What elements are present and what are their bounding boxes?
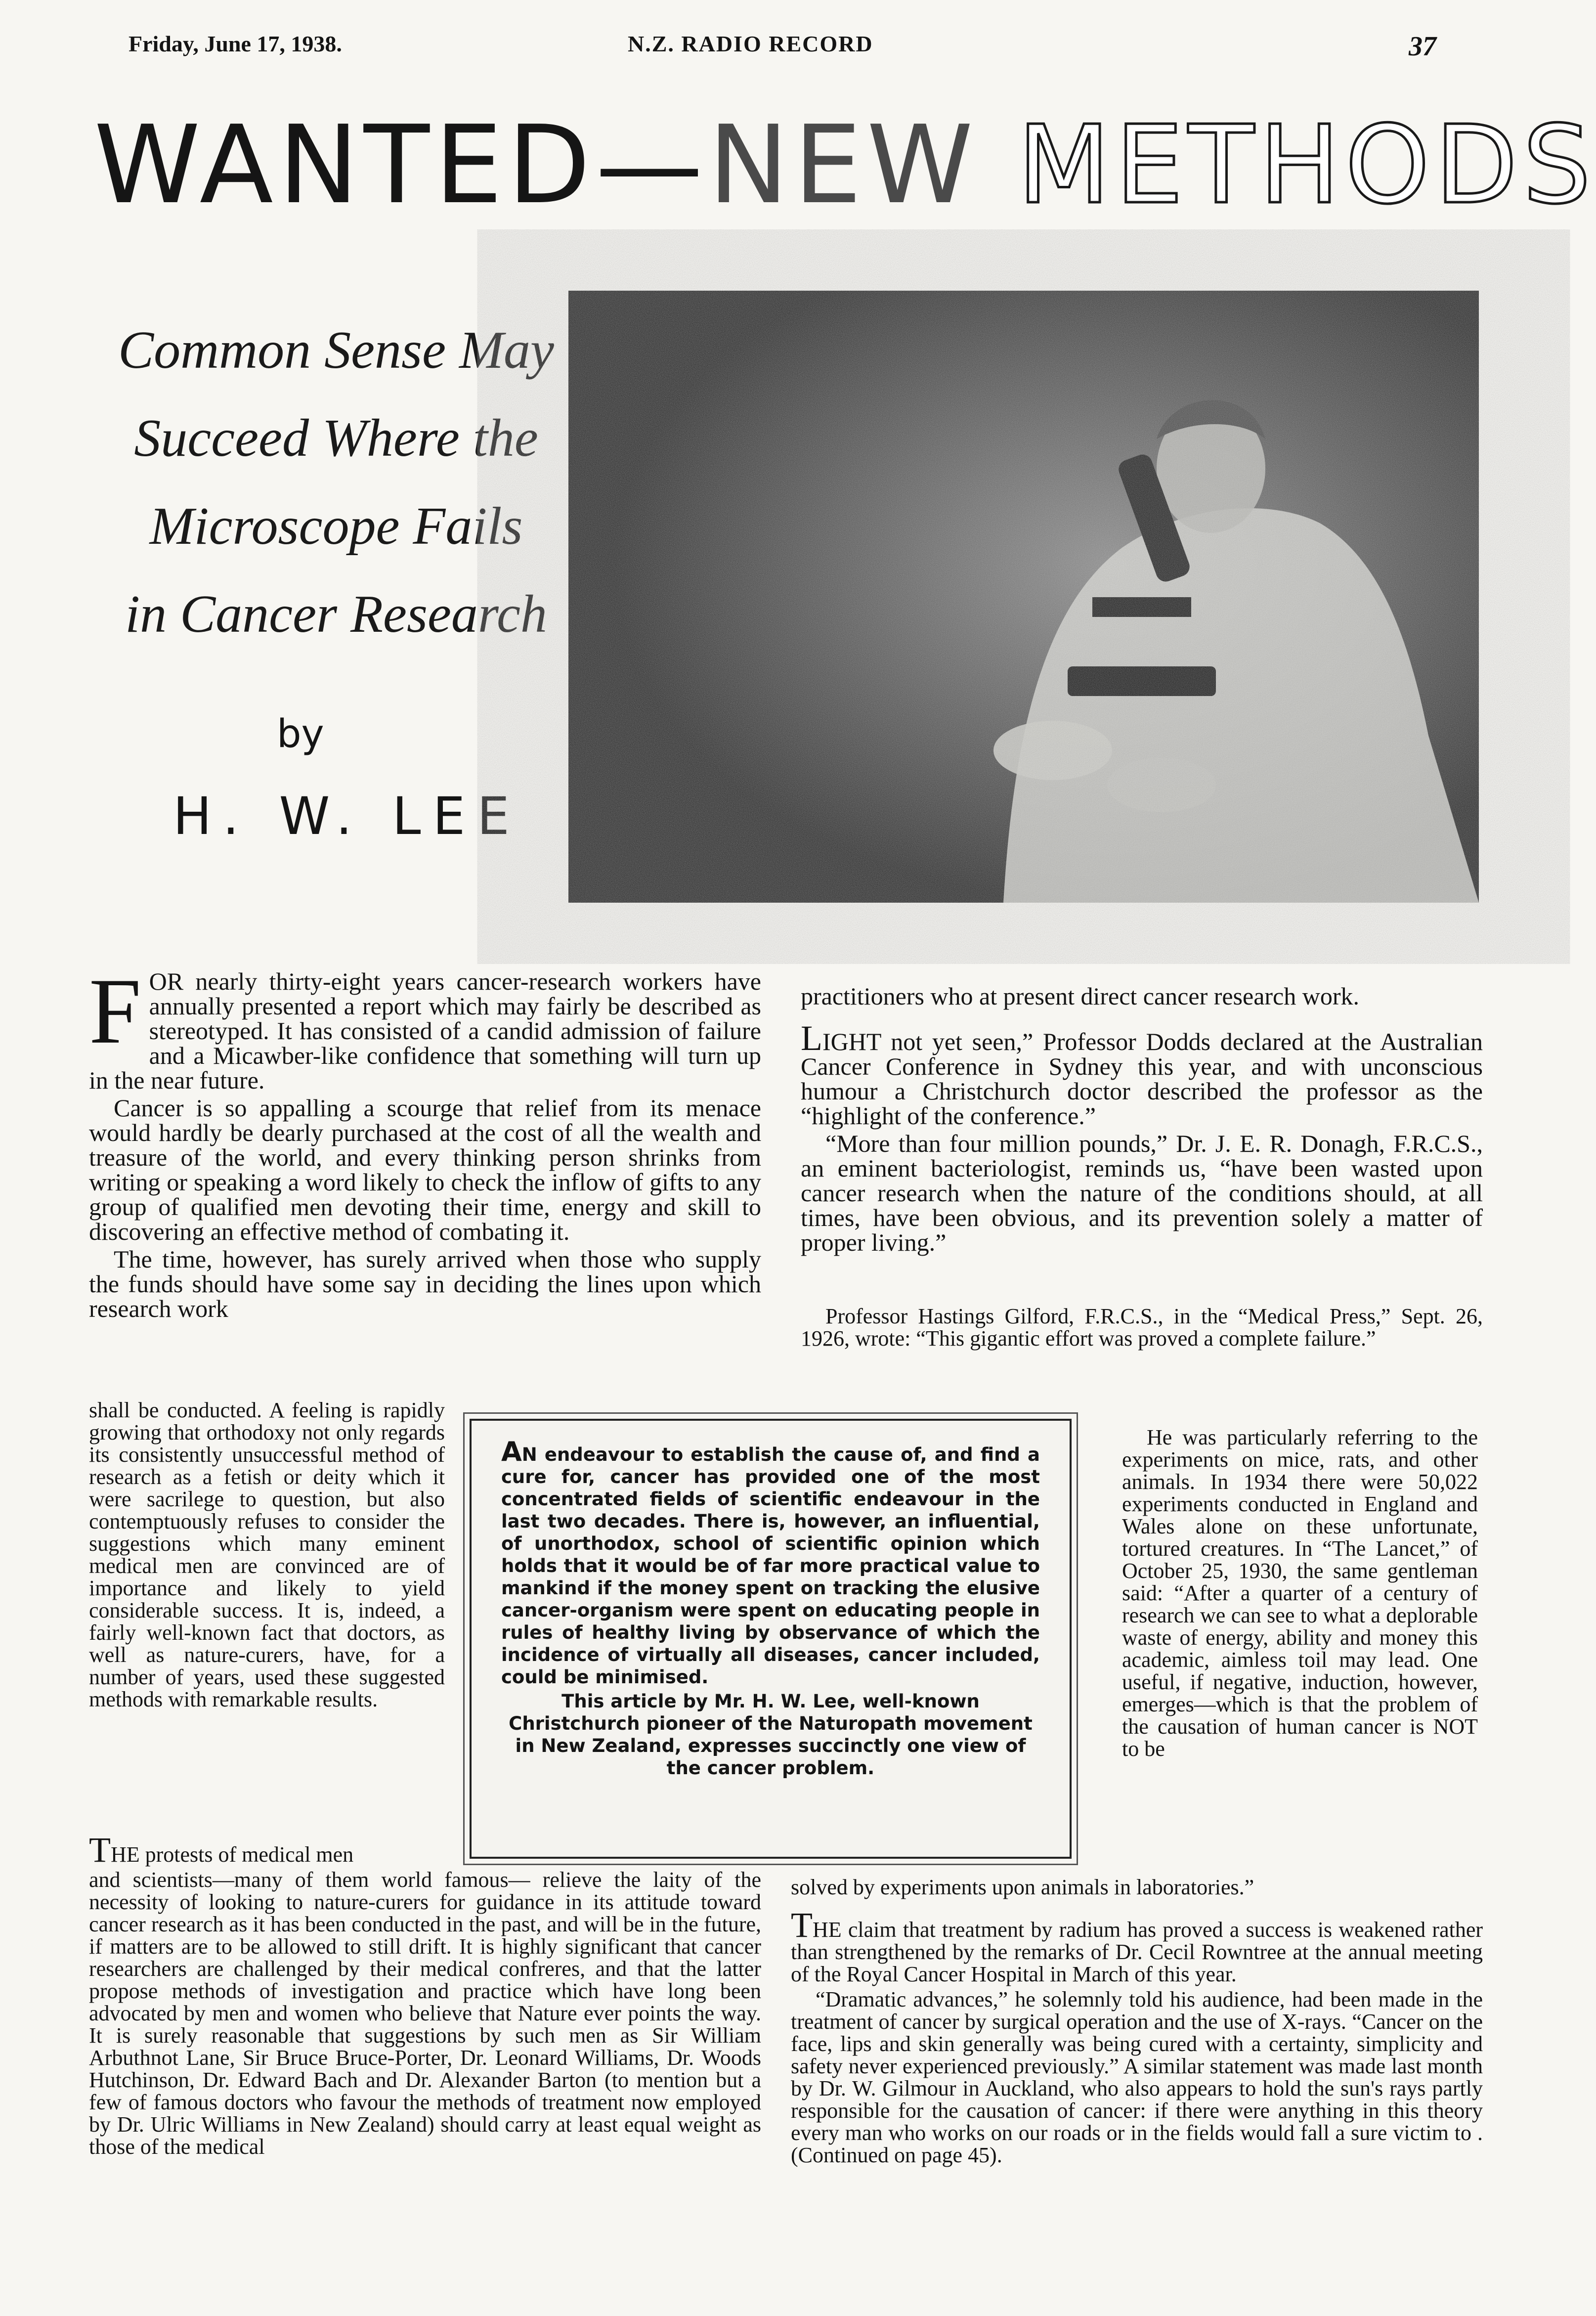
boxout-initial: A bbox=[501, 1436, 522, 1467]
paragraph-text: IGHT not yet seen,” Professor Dodds declared at the Australian Cancer Conference in Sydney this year, and with unconscious humour a Christchurch doctor described the professor as the “highlight of the conference.” bbox=[801, 1028, 1483, 1130]
article-column-2-quote bbox=[801, 1305, 1483, 1353]
subtitle bbox=[109, 306, 563, 658]
initial-cap: L bbox=[801, 1018, 822, 1058]
subtitle-line: Succeed Where the bbox=[134, 409, 538, 468]
article-column-2-narrow bbox=[1122, 1426, 1478, 1763]
editorial-boxout bbox=[470, 1419, 1072, 1859]
paragraph: and scientists—many of them world famous— relieve the laity of the necessity of looking to nature-curers for guidance in its attitude toward cancer research as it has been conducted in the past, and will be in the future, if matters are to be allowed to still drift. It is highly significant that cancer researchers are challenged by their medical confreres, and that the latter propose methods of investigation and practice which have long been advocated by men and women who believe that Nature ever points the way. It is surely reasonable that suggestions by such men as Sir William Arbuthnot Lane, Sir Bruce Bruce-Porter, Dr. Leonard Williams, Dr. Woods Hutchinson, Dr. Edward Bach and Dr. Alexander Barton (to mention but a few of famous doctors who favour the methods of treatment now employed by Dr. Ulric Williams in New Zealand) should carry at least equal weight as those of the medical bbox=[89, 1868, 761, 2159]
headline-part2: NEW bbox=[708, 103, 978, 228]
paragraph: The time, however, has surely arrived when those who supply the funds should have some say in deciding the lines upon which research work bbox=[89, 1245, 761, 1322]
initial-cap: T bbox=[89, 1830, 111, 1870]
paragraph bbox=[801, 1018, 1483, 1130]
paragraph: He was particularly referring to the experiments on mice, rats, and other animals. In 1934 there were 50,022 experiments conducted in England and Wales alone on these unfortunate, tortured creatures. In “The Lancet,” of October 25, 1930, the same gentleman said: “After a quarter of a century of research we can see to what a deplorable waste of energy, ability and money this academic, aimless toil may lead. One useful, if negative, induction, however, emerges—which is that the problem of the causation of human cancer is NOT to be bbox=[1122, 1425, 1478, 1761]
subtitle-line: Common Sense May bbox=[118, 321, 554, 380]
paragraph: “More than four million pounds,” Dr. J. E. R. Donagh, F.R.C.S., an eminent bacteriologist, reminds us, “have been wasted upon cancer research when the nature of the conditions should, at all times, have been obvious, and its prevention solely a matter of proper living.” bbox=[801, 1130, 1483, 1256]
headline-part3: METHODS bbox=[1017, 103, 1596, 228]
article-column-2-bottom bbox=[791, 1876, 1483, 2169]
paragraph bbox=[791, 1905, 1483, 1986]
headline-part1: WANTED bbox=[94, 103, 596, 228]
issue-date: Friday, June 17, 1938. bbox=[129, 31, 342, 56]
article-column-1-bottom bbox=[89, 1830, 761, 2161]
drop-cap: F bbox=[89, 960, 141, 1063]
paragraph-text: HE claim that treatment by radium has proved a success is weakened rather than strengthened by the remarks of Dr. Cecil Rowntree at the annual meeting of the Royal Cancer Hospital in March of this year. bbox=[791, 1918, 1483, 1986]
article-column-1-top bbox=[89, 960, 761, 1324]
paragraph: solved by experiments upon animals in laboratories.” bbox=[791, 1875, 1254, 1899]
boxout-body: N endeavour to establish the cause of, and find a cure for, cancer has provided one of the most concentrated fields of scientific endeavour in the last two decades. There is, however, an influential, of unorthodox, school of scientific opinion which holds that it would be of far more practical value to mankind if the money spent on tracking the elusive cancer-organism were spent on educating people in rules of healthy living by observance of which the incidence of virtually all diseases, cancer included, could be minimised. bbox=[501, 1444, 1040, 1688]
subtitle-line: Microscope Fails bbox=[149, 497, 523, 556]
headline-dash: — bbox=[595, 103, 708, 228]
paragraph: “Dramatic advances,” he solemnly told his audience, had been made in the treatment of cancer by surgical operation and the use of X-rays. “Cancer on the face, lips and skin generally was being cured with a certainty, simplicity and safety never experienced previously.” A similar statement was made last month by Dr. W. Gilmour in Auckland, who also appears to hold the sun's rays partly responsible for the causation of cancer: if there were anything in this theory every man who works on our roads or in the fields would fall a sure victim to . (Continued on page 45). bbox=[791, 1987, 1483, 2167]
paragraph-lead: HE protests of medical men bbox=[110, 1842, 354, 1867]
boxout-credit: This article by Mr. H. W. Lee, well-known Christchurch pioneer of the Naturopath movement in New Zealand, expresses succinctly one view of the cancer problem. bbox=[509, 1691, 1033, 1779]
publication-name: N.Z. RADIO RECORD bbox=[628, 31, 873, 56]
paragraph: Professor Hastings Gilford, F.R.C.S., in the “Medical Press,” Sept. 26, 1926, wrote: “This gigantic effort was proved a complete failure.” bbox=[801, 1304, 1483, 1351]
microscope-photo bbox=[568, 291, 1479, 903]
headline bbox=[94, 103, 1596, 228]
boxout-text bbox=[501, 1436, 1040, 1688]
page-number: 37 bbox=[1409, 31, 1436, 62]
byline-by: by bbox=[277, 712, 324, 756]
article-column-1-narrow bbox=[89, 1399, 445, 1713]
subtitle-line: in Cancer Research bbox=[125, 585, 547, 644]
article-column-2-top bbox=[801, 984, 1483, 1258]
byline-author: H. W. LEE bbox=[173, 786, 521, 846]
paragraph: practitioners who at present direct cancer research work. bbox=[801, 982, 1360, 1010]
paragraph: shall be conducted. A feeling is rapidly growing that orthodoxy not only regards its consistently unsuccessful method of research as a fetish or deity which it were sacrilege to question, but also contemptuously refuses to consider the suggestions which many eminent medical men are convinced are of importance and likely to yield considerable success. It is, indeed, a fairly well-known fact that doctors, as well as nature-curers, have, for a number of years, used these suggested methods with remarkable results. bbox=[89, 1398, 445, 1711]
paragraph: OR nearly thirty-eight years cancer-research workers have annually presented a report which may fairly be described as stereotyped. It has consisted of a candid admission of failure and a Micawber-like confidence that something will turn up in the near future. bbox=[89, 967, 761, 1094]
initial-cap: T bbox=[791, 1905, 813, 1945]
photo-illustration bbox=[568, 291, 1479, 903]
paragraph: Cancer is so appalling a scourge that relief from its menace would hardly be dearly purchased at the cost of all the wealth and treasure of the world, and every thinking person shrinks from writing or speaking a word likely to check the inflow of gifts to any group of qualified men devoting their time, energy and skill to discovering an effective method of combating it. bbox=[89, 1094, 761, 1245]
